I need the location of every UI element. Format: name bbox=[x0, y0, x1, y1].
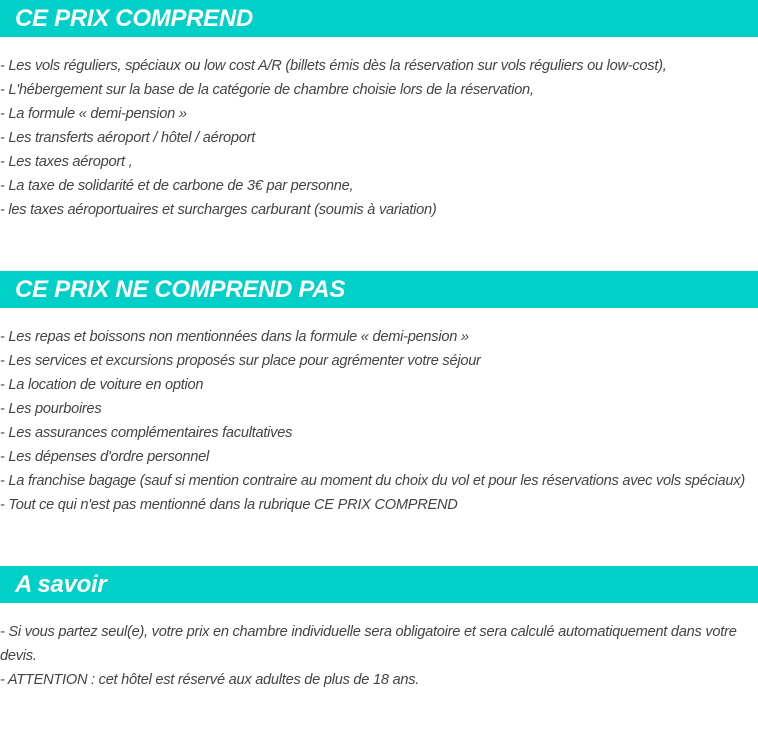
list-item: - Les assurances complémentaires facultatives bbox=[0, 425, 293, 441]
section-price-excludes bbox=[0, 271, 758, 517]
list-item: - Tout ce qui n'est pas mentionné dans la rubrique CE PRIX COMPREND bbox=[0, 497, 458, 513]
list-item: - L'hébergement sur la base de la catégorie de chambre choisie lors de la réservation, bbox=[0, 82, 534, 98]
list-item: - Les services et excursions proposés sur place pour agrémenter votre séjour bbox=[0, 353, 481, 369]
included-items-list bbox=[0, 54, 758, 222]
list-item: - les taxes aéroportuaires et surcharges carburant (soumis à variation) bbox=[0, 202, 437, 218]
section-good-to-know bbox=[0, 566, 758, 692]
list-item: - Les dépenses d'ordre personnel bbox=[0, 449, 209, 465]
info-items-list bbox=[0, 620, 758, 692]
list-item: - La taxe de solidarité et de carbone de 3€ par personne, bbox=[0, 178, 354, 194]
list-item: - Les repas et boissons non mentionnées dans la formule « demi-pension » bbox=[0, 329, 469, 345]
list-item: - Les pourboires bbox=[0, 401, 102, 417]
list-item: - Les transferts aéroport / hôtel / aéroport bbox=[0, 130, 256, 146]
list-item: - Les taxes aéroport , bbox=[0, 154, 133, 170]
section-heading: CE PRIX NE COMPREND PAS bbox=[0, 271, 758, 308]
section-heading: A savoir bbox=[0, 566, 758, 603]
list-item: - ATTENTION : cet hôtel est réservé aux adultes de plus de 18 ans. bbox=[0, 672, 420, 688]
excluded-items-list bbox=[0, 325, 758, 517]
list-item: - Si vous partez seul(e), votre prix en chambre individuelle sera obligatoire et sera calculé automatiquement dans votre devis. bbox=[0, 624, 737, 664]
list-item: - Les vols réguliers, spéciaux ou low cost A/R (billets émis dès la réservation sur vols réguliers ou low-cost), bbox=[0, 58, 667, 74]
section-price-includes bbox=[0, 0, 758, 222]
list-item: - La location de voiture en option bbox=[0, 377, 204, 393]
section-heading: CE PRIX COMPREND bbox=[0, 0, 758, 37]
list-item: - La formule « demi-pension » bbox=[0, 106, 187, 122]
list-item: - La franchise bagage (sauf si mention contraire au moment du choix du vol et pour les réservations avec vols spéciaux) bbox=[0, 473, 745, 489]
